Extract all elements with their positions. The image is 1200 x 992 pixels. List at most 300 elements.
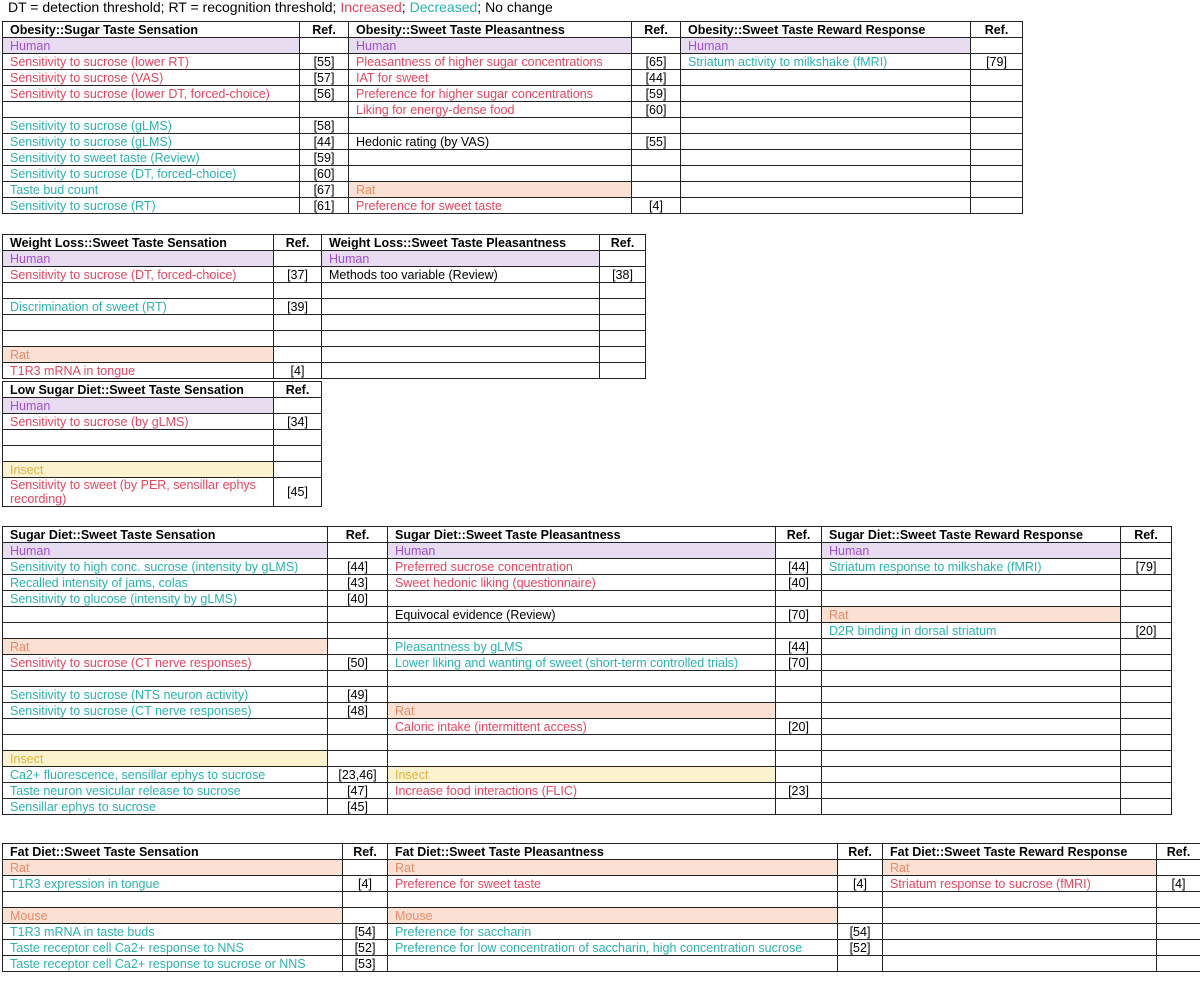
finding-cell: [322, 347, 600, 363]
ref-cell: [67]: [300, 182, 349, 198]
finding-cell: [3, 315, 274, 331]
finding-cell: [776, 671, 822, 687]
table-row: [3, 118, 1023, 134]
species-header: Human: [3, 251, 274, 267]
column-header: Low Sugar Diet::Sweet Taste Sensation: [3, 382, 274, 398]
finding-cell: [776, 543, 822, 559]
ref-cell: [40]: [328, 591, 388, 607]
finding-cell: [328, 735, 388, 751]
finding-cell: [776, 767, 822, 783]
finding-cell: Equivocal evidence (Review): [388, 607, 776, 623]
ref-cell: [4]: [838, 876, 883, 892]
ref-cell: [44]: [328, 559, 388, 575]
finding-cell: [3, 719, 328, 735]
ref-header: Ref.: [1121, 527, 1172, 543]
finding-cell: [1121, 607, 1172, 623]
sugar-diet-table: [2, 526, 1172, 815]
ref-cell: [37]: [274, 267, 322, 283]
ref-cell: [20]: [776, 719, 822, 735]
finding-cell: [632, 118, 681, 134]
ref-cell: [55]: [632, 134, 681, 150]
table-row: [3, 150, 1023, 166]
ref-cell: [43]: [328, 575, 388, 591]
finding-cell: [681, 134, 971, 150]
finding-cell: [3, 607, 328, 623]
finding-cell: [328, 543, 388, 559]
finding-cell: [883, 892, 1157, 908]
finding-cell: Sensitivity to sucrose (lower RT): [3, 54, 300, 70]
table-row: [3, 956, 1200, 972]
ref-cell: [44]: [776, 639, 822, 655]
finding-cell: Sensitivity to glucose (intensity by gLMS): [3, 591, 328, 607]
finding-cell: [681, 70, 971, 86]
table-row: [3, 414, 322, 430]
finding-cell: [776, 799, 822, 815]
ref-cell: [40]: [776, 575, 822, 591]
table-row: [3, 398, 322, 414]
ref-cell: [70]: [776, 655, 822, 671]
species-header: Mouse: [388, 908, 838, 924]
species-header: Mouse: [3, 908, 343, 924]
finding-cell: [600, 347, 646, 363]
finding-cell: Sensitivity to sweet taste (Review): [3, 150, 300, 166]
finding-cell: Sensitivity to sucrose (RT): [3, 198, 300, 214]
legend-prefix: DT = detection threshold; RT = recognition threshold;: [8, 0, 341, 15]
ref-cell: [44]: [776, 559, 822, 575]
finding-cell: [822, 655, 1121, 671]
table-row: [3, 182, 1023, 198]
finding-cell: [822, 687, 1121, 703]
table-row: [3, 543, 1172, 559]
column-header: Weight Loss::Sweet Taste Sensation: [3, 235, 274, 251]
table-row: [3, 892, 1200, 908]
finding-cell: Sensitivity to sucrose (by gLMS): [3, 414, 274, 430]
table-row: [3, 70, 1023, 86]
table-row: [3, 251, 646, 267]
ref-cell: [4]: [343, 876, 388, 892]
table-row: [3, 735, 1172, 751]
table-row: [3, 430, 322, 446]
column-header: Sugar Diet::Sweet Taste Pleasantness: [388, 527, 776, 543]
finding-cell: [388, 687, 776, 703]
table-row: [3, 687, 1172, 703]
table-row: [3, 623, 1172, 639]
ref-cell: [50]: [328, 655, 388, 671]
finding-cell: [1157, 940, 1200, 956]
table-row: [3, 102, 1023, 118]
ref-cell: [54]: [838, 924, 883, 940]
species-header: Insect: [3, 751, 328, 767]
finding-cell: [632, 166, 681, 182]
finding-cell: Increase food interactions (FLIC): [388, 783, 776, 799]
header-row: [3, 527, 1172, 543]
table-row: [3, 751, 1172, 767]
finding-cell: [328, 751, 388, 767]
finding-cell: Ca2+ fluorescence, sensillar ephys to sucrose: [3, 767, 328, 783]
finding-cell: [822, 767, 1121, 783]
ref-cell: [45]: [328, 799, 388, 815]
finding-cell: [328, 623, 388, 639]
table-row: [3, 908, 1200, 924]
finding-cell: Sensitivity to sucrose (DT, forced-choice): [3, 166, 300, 182]
finding-cell: Preference for sweet taste: [388, 876, 838, 892]
table-row: [3, 462, 322, 478]
finding-cell: [822, 735, 1121, 751]
finding-cell: Liking for energy-dense food: [349, 102, 632, 118]
finding-cell: [3, 446, 274, 462]
table-row: [3, 591, 1172, 607]
ref-cell: [57]: [300, 70, 349, 86]
finding-cell: [3, 430, 274, 446]
ref-cell: [38]: [600, 267, 646, 283]
finding-cell: [300, 102, 349, 118]
ref-header: Ref.: [274, 235, 322, 251]
ref-header: Ref.: [343, 844, 388, 860]
finding-cell: [349, 118, 632, 134]
finding-cell: Discrimination of sweet (RT): [3, 299, 274, 315]
legend-sep1: ;: [401, 0, 410, 15]
finding-cell: Preference for sweet taste: [349, 198, 632, 214]
ref-cell: [44]: [300, 134, 349, 150]
legend-increased: Increased: [340, 0, 402, 15]
species-header: Human: [388, 543, 776, 559]
finding-cell: [600, 363, 646, 379]
ref-cell: [34]: [274, 414, 322, 430]
finding-cell: [971, 86, 1023, 102]
finding-cell: [1121, 575, 1172, 591]
finding-cell: [600, 331, 646, 347]
finding-cell: [681, 86, 971, 102]
finding-cell: [388, 956, 838, 972]
finding-cell: [822, 591, 1121, 607]
finding-cell: [1121, 591, 1172, 607]
finding-cell: [1121, 735, 1172, 751]
table-row: [3, 283, 646, 299]
finding-cell: Recalled intensity of jams, colas: [3, 575, 328, 591]
species-header: Rat: [349, 182, 632, 198]
column-header: Fat Diet::Sweet Taste Sensation: [3, 844, 343, 860]
header-row: [3, 22, 1023, 38]
table-row: [3, 703, 1172, 719]
table-row: [3, 940, 1200, 956]
finding-cell: Striatum activity to milkshake (fMRI): [681, 54, 971, 70]
finding-cell: Sensitivity to sucrose (NTS neuron activity): [3, 687, 328, 703]
finding-cell: [322, 331, 600, 347]
legend: [8, 0, 553, 14]
table-row: [3, 478, 322, 507]
finding-cell: [600, 315, 646, 331]
table-row: [3, 331, 646, 347]
column-header: Weight Loss::Sweet Taste Pleasantness: [322, 235, 600, 251]
finding-cell: [1121, 671, 1172, 687]
finding-cell: [776, 591, 822, 607]
finding-cell: Caloric intake (intermittent access): [388, 719, 776, 735]
ref-cell: [54]: [343, 924, 388, 940]
finding-cell: [343, 892, 388, 908]
finding-cell: [600, 299, 646, 315]
finding-cell: [822, 799, 1121, 815]
finding-cell: [681, 118, 971, 134]
legend-decreased: Decreased: [409, 0, 478, 15]
table-row: [3, 559, 1172, 575]
species-header: Insect: [3, 462, 274, 478]
finding-cell: [274, 283, 322, 299]
ref-header: Ref.: [274, 382, 322, 398]
species-header: Rat: [388, 703, 776, 719]
finding-cell: [3, 671, 328, 687]
table-row: [3, 38, 1023, 54]
finding-cell: IAT for sweet: [349, 70, 632, 86]
finding-cell: [274, 398, 322, 414]
species-header: Insect: [388, 767, 776, 783]
finding-cell: [322, 315, 600, 331]
table-row: [3, 299, 646, 315]
table-row: [3, 876, 1200, 892]
finding-cell: [322, 283, 600, 299]
ref-cell: [61]: [300, 198, 349, 214]
ref-cell: [52]: [343, 940, 388, 956]
finding-cell: [3, 735, 328, 751]
ref-cell: [56]: [300, 86, 349, 102]
finding-cell: [1121, 703, 1172, 719]
finding-cell: [632, 182, 681, 198]
finding-cell: [343, 908, 388, 924]
finding-cell: [971, 166, 1023, 182]
ref-cell: [4]: [274, 363, 322, 379]
finding-cell: [388, 799, 776, 815]
ref-header: Ref.: [1157, 844, 1200, 860]
finding-cell: [838, 892, 883, 908]
finding-cell: Sensitivity to high conc. sucrose (intensity by gLMS): [3, 559, 328, 575]
table-row: [3, 799, 1172, 815]
finding-cell: [971, 102, 1023, 118]
fat-diet-table: [2, 843, 1200, 972]
table-row: [3, 166, 1023, 182]
finding-cell: [971, 70, 1023, 86]
table-row: [3, 347, 646, 363]
species-header: Human: [3, 38, 300, 54]
species-header: Rat: [822, 607, 1121, 623]
finding-cell: [1121, 767, 1172, 783]
finding-cell: [632, 150, 681, 166]
finding-cell: [838, 956, 883, 972]
finding-cell: Sensitivity to sucrose (CT nerve responses): [3, 655, 328, 671]
finding-cell: [1157, 924, 1200, 940]
finding-cell: Lower liking and wanting of sweet (short-term controlled trials): [388, 655, 776, 671]
finding-cell: [1121, 687, 1172, 703]
finding-cell: Sensitivity to sucrose (VAS): [3, 70, 300, 86]
ref-cell: [58]: [300, 118, 349, 134]
finding-cell: Taste neuron vesicular release to sucrose: [3, 783, 328, 799]
finding-cell: [822, 639, 1121, 655]
finding-cell: [600, 251, 646, 267]
finding-cell: [971, 134, 1023, 150]
species-header: Rat: [3, 639, 328, 655]
ref-header: Ref.: [838, 844, 883, 860]
table-row: [3, 783, 1172, 799]
finding-cell: [3, 283, 274, 299]
legend-sep2: ;: [477, 0, 486, 15]
header-row: [3, 844, 1200, 860]
column-header: Sugar Diet::Sweet Taste Reward Response: [822, 527, 1121, 543]
ref-cell: [4]: [632, 198, 681, 214]
ref-cell: [4]: [1157, 876, 1200, 892]
finding-cell: [274, 331, 322, 347]
ref-cell: [53]: [343, 956, 388, 972]
ref-cell: [39]: [274, 299, 322, 315]
finding-cell: [1121, 799, 1172, 815]
finding-cell: [883, 956, 1157, 972]
finding-cell: Sensillar ephys to sucrose: [3, 799, 328, 815]
table-row: [3, 860, 1200, 876]
table-row: [3, 924, 1200, 940]
finding-cell: [1121, 719, 1172, 735]
finding-cell: [3, 623, 328, 639]
finding-cell: Preferred sucrose concentration: [388, 559, 776, 575]
ref-header: Ref.: [776, 527, 822, 543]
finding-cell: Preference for saccharin: [388, 924, 838, 940]
ref-cell: [60]: [300, 166, 349, 182]
finding-cell: [274, 315, 322, 331]
ref-cell: [45]: [274, 478, 322, 507]
finding-cell: [776, 735, 822, 751]
ref-cell: [70]: [776, 607, 822, 623]
finding-cell: Sensitivity to sweet (by PER, sensillar ephys recording): [3, 478, 274, 507]
finding-cell: [322, 299, 600, 315]
finding-cell: [3, 331, 274, 347]
finding-cell: [349, 166, 632, 182]
species-header: Human: [349, 38, 632, 54]
finding-cell: [328, 607, 388, 623]
ref-header: Ref.: [632, 22, 681, 38]
table-row: [3, 575, 1172, 591]
table-row: [3, 86, 1023, 102]
finding-cell: Taste bud count: [3, 182, 300, 198]
finding-cell: Striatum response to sucrose (fMRI): [883, 876, 1157, 892]
species-header: Human: [322, 251, 600, 267]
finding-cell: Sensitivity to sucrose (lower DT, forced-choice): [3, 86, 300, 102]
finding-cell: Sensitivity to sucrose (gLMS): [3, 118, 300, 134]
finding-cell: [776, 751, 822, 767]
finding-cell: T1R3 mRNA in tongue: [3, 363, 274, 379]
finding-cell: [883, 924, 1157, 940]
finding-cell: [822, 719, 1121, 735]
column-header: Obesity::Sweet Taste Reward Response: [681, 22, 971, 38]
ref-cell: [49]: [328, 687, 388, 703]
finding-cell: [971, 118, 1023, 134]
table-row: [3, 767, 1172, 783]
table-row: [3, 54, 1023, 70]
header-row: [3, 235, 646, 251]
column-header: Sugar Diet::Sweet Taste Sensation: [3, 527, 328, 543]
finding-cell: T1R3 mRNA in taste buds: [3, 924, 343, 940]
ref-cell: [52]: [838, 940, 883, 956]
table-row: [3, 198, 1023, 214]
finding-cell: Preference for low concentration of saccharin, high concentration sucrose: [388, 940, 838, 956]
finding-cell: [1157, 892, 1200, 908]
finding-cell: [681, 182, 971, 198]
finding-cell: [328, 639, 388, 655]
finding-cell: [681, 166, 971, 182]
species-header: Rat: [3, 860, 343, 876]
finding-cell: [1157, 908, 1200, 924]
column-header: Obesity::Sweet Taste Pleasantness: [349, 22, 632, 38]
column-header: Fat Diet::Sweet Taste Reward Response: [883, 844, 1157, 860]
finding-cell: [388, 751, 776, 767]
finding-cell: [3, 892, 343, 908]
ref-cell: [23]: [776, 783, 822, 799]
finding-cell: [388, 591, 776, 607]
finding-cell: [274, 251, 322, 267]
finding-cell: Taste receptor cell Ca2+ response to NNS: [3, 940, 343, 956]
finding-cell: [1121, 543, 1172, 559]
table-row: [3, 607, 1172, 623]
species-header: Human: [3, 543, 328, 559]
table-row: [3, 671, 1172, 687]
finding-cell: Sensitivity to sucrose (DT, forced-choice): [3, 267, 274, 283]
finding-cell: [883, 908, 1157, 924]
table-row: [3, 719, 1172, 735]
finding-cell: [1121, 639, 1172, 655]
header-row: [3, 382, 322, 398]
finding-cell: [838, 908, 883, 924]
ref-cell: [65]: [632, 54, 681, 70]
ref-cell: [47]: [328, 783, 388, 799]
ref-header: Ref.: [971, 22, 1023, 38]
finding-cell: [274, 347, 322, 363]
finding-cell: [838, 860, 883, 876]
finding-cell: [1157, 860, 1200, 876]
ref-cell: [59]: [300, 150, 349, 166]
ref-cell: [44]: [632, 70, 681, 86]
finding-cell: [3, 102, 300, 118]
finding-cell: [822, 575, 1121, 591]
finding-cell: [274, 430, 322, 446]
finding-cell: Sweet hedonic liking (questionnaire): [388, 575, 776, 591]
table-row: [3, 267, 646, 283]
finding-cell: [300, 38, 349, 54]
ref-cell: [59]: [632, 86, 681, 102]
finding-cell: T1R3 expression in tongue: [3, 876, 343, 892]
finding-cell: [388, 623, 776, 639]
finding-cell: [328, 671, 388, 687]
legend-nochange: No change: [485, 0, 553, 15]
column-header: Fat Diet::Sweet Taste Pleasantness: [388, 844, 838, 860]
finding-cell: [1121, 655, 1172, 671]
finding-cell: [388, 892, 838, 908]
finding-cell: Sensitivity to sucrose (CT nerve responses): [3, 703, 328, 719]
finding-cell: [322, 363, 600, 379]
table-row: [3, 363, 646, 379]
finding-cell: [822, 783, 1121, 799]
ref-header: Ref.: [600, 235, 646, 251]
finding-cell: Sensitivity to sucrose (gLMS): [3, 134, 300, 150]
finding-cell: [274, 446, 322, 462]
ref-cell: [48]: [328, 703, 388, 719]
ref-cell: [79]: [971, 54, 1023, 70]
finding-cell: Striatum response to milkshake (fMRI): [822, 559, 1121, 575]
finding-cell: [343, 860, 388, 876]
finding-cell: Methods too variable (Review): [322, 267, 600, 283]
table-row: [3, 315, 646, 331]
finding-cell: Pleasantness by gLMS: [388, 639, 776, 655]
ref-header: Ref.: [328, 527, 388, 543]
finding-cell: [971, 198, 1023, 214]
ref-cell: [55]: [300, 54, 349, 70]
ref-cell: [23,46]: [328, 767, 388, 783]
table-row: [3, 655, 1172, 671]
finding-cell: [971, 38, 1023, 54]
